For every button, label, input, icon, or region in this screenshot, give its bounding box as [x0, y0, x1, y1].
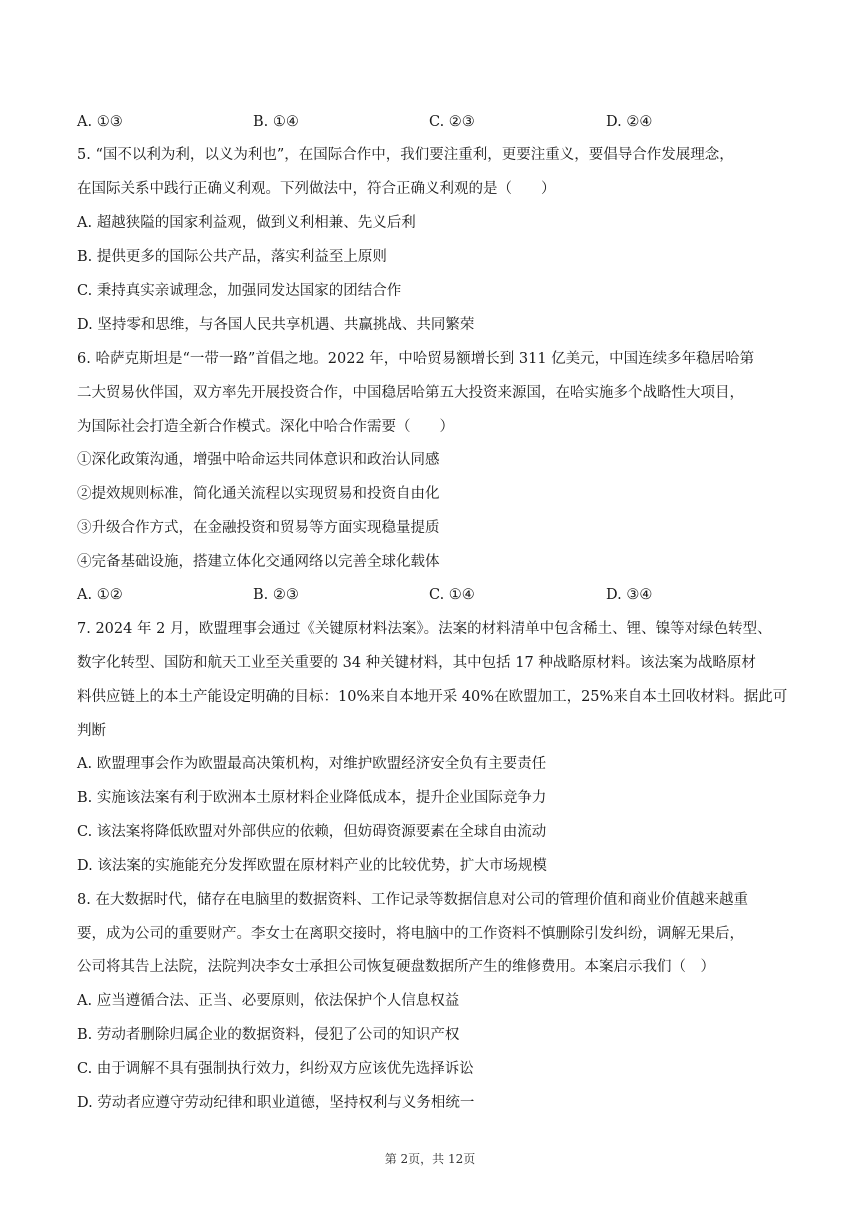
q8-choice-d: D. 劳动者应遵守劳动纪律和职业道德，坚持权利与义务相统一 [77, 1095, 475, 1111]
page-footer: 第 2页，共 12页 [384, 1152, 476, 1166]
option-a: A. ①② [77, 587, 123, 603]
q5-choice-c: C. 秉持真实亲诚理念，加强同发达国家的团结合作 [77, 283, 402, 299]
option-a: A. ①③ [77, 114, 123, 130]
q8-choice-c: C. 由于调解不具有强制执行效力，纠纷双方应该优先选择诉讼 [77, 1061, 474, 1077]
q8-stem-line-3: 公司将其告上法院，法院判决李女士承担公司恢复硬盘数据所产生的维修费用。本案启示我们（ ） [77, 959, 715, 975]
q7-stem-line-2: 数字化转型、国防和航天工业至关重要的 34 种关键材料，其中包括 17 种战略原材料。该法案为战略原材 [77, 655, 756, 671]
option-d: D. ③④ [606, 587, 653, 603]
q6-statement-3: ③升级合作方式，在金融投资和贸易等方面实现稳量提质 [77, 520, 440, 536]
q8-stem-line-2: 要，成为公司的重要财产。李女士在离职交接时，将电脑中的工作资料不慎删除引发纠纷，调解无果后， [77, 926, 744, 942]
q6-statement-1: ①深化政策沟通，增强中哈命运共同体意识和政治认同感 [77, 452, 440, 468]
option-d: D. ②④ [606, 114, 653, 130]
q5-stem-line-2: 在国际关系中践行正确义利观。下列做法中，符合正确义利观的是（ ） [77, 181, 556, 197]
q6-options [77, 584, 797, 606]
q5-choice-d: D. 坚持零和思维，与各国人民共享机遇、共赢挑战、共同繁荣 [77, 317, 475, 333]
q5-choice-b: B. 提供更多的国际公共产品，落实利益至上原则 [77, 249, 387, 265]
option-c: C. ①④ [429, 587, 475, 603]
q7-stem-line-4: 判断 [77, 723, 106, 739]
prev-question-options [77, 111, 797, 133]
q7-stem-line-3: 料供应链上的本土产能设定明确的目标：10%来自本地开采 40%在欧盟加工，25%来自本土回收材料。据此可 [77, 689, 788, 705]
q6-stem-line-3: 为国际社会打造全新合作模式。深化中哈合作需要（ ） [77, 419, 454, 435]
q6-statement-2: ②提效规则标准，简化通关流程以实现贸易和投资自由化 [77, 486, 440, 502]
q8-stem-line-1: 8. 在大数据时代，储存在电脑里的数据资料、工作记录等数据信息对公司的管理价值和商业价值越来越重 [77, 892, 748, 908]
q8-choice-a: A. 应当遵循合法、正当、必要原则，依法保护个人信息权益 [77, 993, 460, 1009]
q7-choice-d: D. 该法案的实施能充分发挥欧盟在原材料产业的比较优势，扩大市场规模 [77, 858, 547, 874]
q5-choice-a: A. 超越狭隘的国家利益观，做到义利相兼、先义后利 [77, 215, 416, 231]
option-b: B. ①④ [253, 114, 299, 130]
q7-choice-b: B. 实施该法案有利于欧洲本土原材料企业降低成本，提升企业国际竞争力 [77, 790, 547, 806]
q7-choice-c: C. 该法案将降低欧盟对外部供应的依赖，但妨碍资源要素在全球自由流动 [77, 824, 547, 840]
q7-stem-line-1: 7. 2024 年 2 月，欧盟理事会通过《关键原材料法案》。法案的材料清单中包含稀土、锂、镍等对绿色转型、 [77, 621, 772, 637]
q5-stem-line-1: 5. “国不以利为利，以义为利也”，在国际合作中，我们要注重利，更要注重义，要倡导合作发展理念， [77, 147, 734, 163]
q6-statement-4: ④完备基础设施，搭建立体化交通网络以完善全球化载体 [77, 554, 440, 570]
option-c: C. ②③ [429, 114, 475, 130]
q8-choice-b: B. 劳动者删除归属企业的数据资料，侵犯了公司的知识产权 [77, 1027, 460, 1043]
q6-stem-line-2: 二大贸易伙伴国，双方率先开展投资合作，中国稳居哈第五大投资来源国，在哈实施多个战略性大项目， [77, 385, 744, 401]
q6-stem-line-1: 6. 哈萨克斯坦是“一带一路”首倡之地。2022 年，中哈贸易额增长到 311 亿美元，中国连续多年稳居哈第 [77, 351, 755, 367]
q7-choice-a: A. 欧盟理事会作为欧盟最高决策机构，对维护欧盟经济安全负有主要责任 [77, 756, 547, 772]
option-b: B. ②③ [253, 587, 299, 603]
